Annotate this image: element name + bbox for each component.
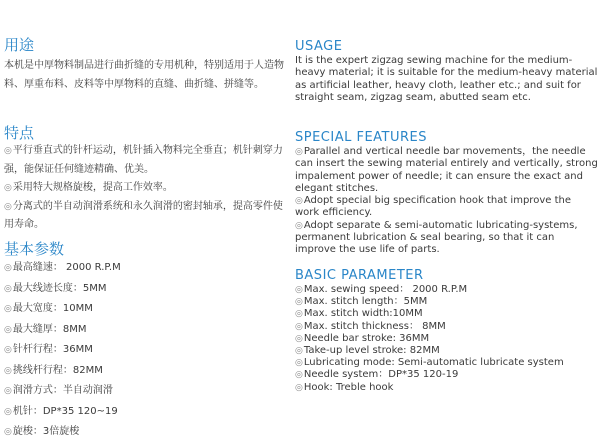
param-item-cn: ◎最大缝厚：8MM xyxy=(4,323,87,335)
param-item-cn: ◎机针：DP*35 120~19 xyxy=(4,405,118,417)
param-item-en: ◎Needle system：DP*35 120-19 xyxy=(295,369,459,381)
usage-section-cn xyxy=(0,36,286,94)
feature-item-en: ◎Adopt separate & semi-automatic lubricating-systems, permanent lubrication & seal bearing, so that it can improve the use life of parts. xyxy=(295,219,578,256)
bullet-icon: ◎ xyxy=(295,297,303,308)
bullet-icon: ◎ xyxy=(295,147,303,157)
bullet-icon: ◎ xyxy=(295,370,303,381)
bullet-icon: ◎ xyxy=(295,382,303,393)
chinese-column xyxy=(0,0,286,437)
params-heading-en: BASIC PARAMETER xyxy=(295,268,424,283)
param-item-en: ◎Needle bar stroke: 36MM xyxy=(295,332,430,344)
params-list-en xyxy=(292,284,598,394)
features-section-en xyxy=(292,130,598,257)
bullet-icon: ◎ xyxy=(4,386,12,396)
features-list-en xyxy=(292,146,598,257)
usage-section-en xyxy=(292,39,598,105)
param-item-cn: ◎旋梭：3倍旋梭 xyxy=(4,426,80,437)
feature-item-cn: ◎平行垂直式的针杆运动，机针插入物料完全垂直；机针刺穿力强，能保证任何缝迹精确、优美。 xyxy=(4,145,283,175)
bullet-icon: ◎ xyxy=(4,283,12,294)
bullet-icon: ◎ xyxy=(4,183,12,193)
bullet-icon: ◎ xyxy=(295,309,303,320)
bullet-icon: ◎ xyxy=(295,285,303,295)
bullet-icon: ◎ xyxy=(4,406,12,417)
param-item-cn: ◎挑线杆行程：82MM xyxy=(4,364,103,376)
bullet-icon: ◎ xyxy=(4,345,12,355)
features-section-cn xyxy=(0,124,286,235)
feature-item-en: ◎Adopt special big specification hook that improve the work efficiency. xyxy=(295,195,571,219)
features-list-cn xyxy=(0,142,286,235)
usage-text-cn: 本机是中厚物料制品进行曲折缝的专用机种，特别适用于人造物料、厚重布料、皮料等中厚物料的直缝、曲折缝、拼缝等。 xyxy=(4,60,284,90)
param-item-en: ◎Max. sewing speed： 2000 R.P.M xyxy=(295,284,468,295)
param-item-en: ◎Max. stitch thickness： 8MM xyxy=(295,320,446,332)
param-item-cn: ◎最高缝速： 2000 R.P.M xyxy=(4,262,121,273)
feature-item-cn: ◎采用特大规格旋梭，提高工作效率。 xyxy=(4,182,173,193)
param-item-cn: ◎最大线迹长度：5MM xyxy=(4,282,107,294)
param-item-cn: ◎最大宽度：10MM xyxy=(4,303,93,314)
param-item-en: ◎Max. stitch width:10MM xyxy=(295,308,423,320)
usage-heading-en: USAGE xyxy=(295,39,343,54)
feature-item-en: ◎Parallel and vertical needle bar movements，the needle can insert the sewing material entirely and vertically, strong impalement power of needle; it can ensure the exact and elegant stitches. xyxy=(295,146,598,194)
bullet-icon: ◎ xyxy=(4,304,12,314)
bullet-icon: ◎ xyxy=(4,201,12,212)
bullet-icon: ◎ xyxy=(4,146,12,156)
bullet-icon: ◎ xyxy=(295,321,303,332)
usage-text-en: It is the expert zigzag sewing machine for the medium-heavy material; it is suitable for the medium-heavy material as artificial leather, heavy cloth, leather etc.; and suit for straight seam, zigzag seam, abutted seam etc. xyxy=(295,55,598,104)
bullet-icon: ◎ xyxy=(295,333,303,344)
features-heading-cn: 特点 xyxy=(4,124,35,142)
bullet-icon: ◎ xyxy=(295,346,303,357)
param-item-en: ◎Hook: Treble hook xyxy=(295,381,394,393)
bullet-icon: ◎ xyxy=(4,324,12,335)
params-section-en xyxy=(292,268,598,394)
bullet-icon: ◎ xyxy=(4,427,12,437)
bullet-icon: ◎ xyxy=(295,220,303,231)
param-item-en: ◎Lubricating mode: Semi-automatic lubricate system xyxy=(295,357,564,369)
param-item-cn: ◎润滑方式：半自动润滑 xyxy=(4,385,113,396)
features-heading-en: SPECIAL FEATURES xyxy=(295,130,428,145)
bullet-icon: ◎ xyxy=(4,365,12,376)
param-item-en: ◎Max. stitch length：5MM xyxy=(295,296,428,308)
param-item-en: ◎Take-up level stroke: 82MM xyxy=(295,345,440,357)
usage-heading-cn: 用途 xyxy=(4,36,35,54)
bullet-icon: ◎ xyxy=(295,196,303,207)
bullet-icon: ◎ xyxy=(295,358,303,369)
params-heading-cn: 基本参数 xyxy=(4,240,65,258)
param-item-cn: ◎针杆行程：36MM xyxy=(4,344,93,355)
feature-item-cn: ◎分离式的半自动润滑系统和永久润滑的密封轴承，提高零件使用寿命。 xyxy=(4,200,283,230)
params-list-cn xyxy=(0,258,286,443)
params-section-cn xyxy=(0,240,286,443)
english-column xyxy=(292,0,598,410)
bullet-icon: ◎ xyxy=(4,263,12,273)
